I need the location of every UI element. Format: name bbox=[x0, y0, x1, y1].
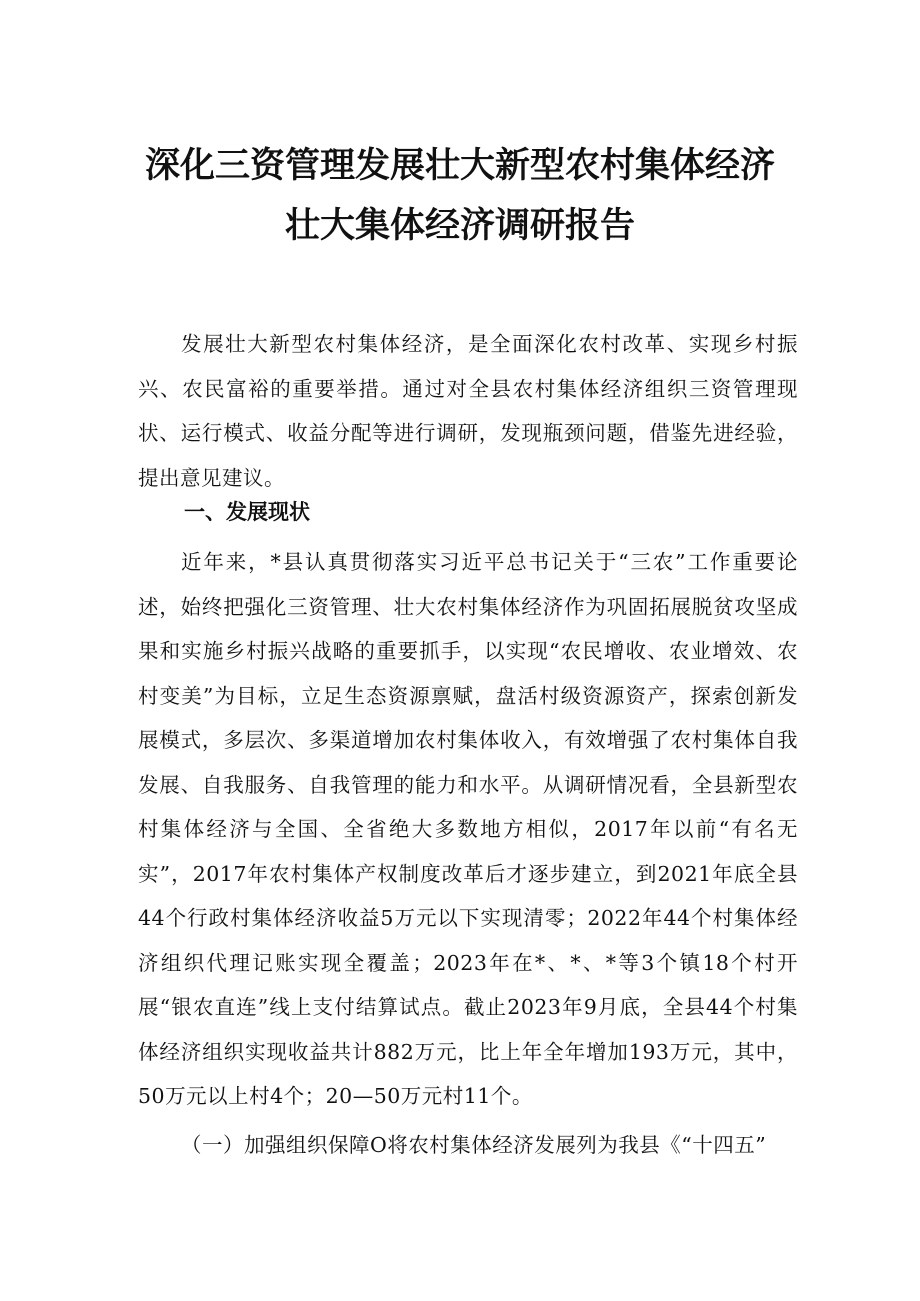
section-heading-development-status: 一、发展现状 bbox=[184, 500, 310, 524]
subsection-organization-guarantee: （一）加强组织保障O将农村集体经济发展列为我县《“十四五” bbox=[181, 1133, 767, 1157]
development-status-paragraph: 近年来，*县认真贯彻落实习近平总书记关于“三农”工作重要论述，始终把强化三资管理、壮大农村集体经济作为巩固拓展脱贫攻坚成果和实施乡村振兴战略的重要抓手，以实现“农民增收、农业增效、农村变美”为目标，立足生态资源禀赋，盘活村级资源资产，探索创新发展模式，多层次、多渠道增加农村集体收入，有效增强了农村集体自我发展、自我服务、自我管理的能力和水平。从调研情况看，全县新型农村集体经济与全国、全省绝大多数地方相似，2017年以前“有名无实”，2017年农村集体产权制度改革后才逐步建立，到2021年底全县44个行政村集体经济收益5万元以下实现清零；2022年44个村集体经济组织代理记账实现全覆盖；2023年在*、*、*等3个镇18个村开展“银农直连”线上支付结算试点。截止2023年9月底，全县44个村集体经济组织实现收益共计882万元，比上年全年增加193万元，其中，50万元以上村4个；20—50万元村11个。 bbox=[138, 550, 798, 1108]
document-title-line-1: 深化三资管理发展壮大新型农村集体经济 bbox=[144, 146, 775, 186]
intro-paragraph: 发展壮大新型农村集体经济，是全面深化农村改革、实现乡村振兴、农民富裕的重要举措。通过对全县农村集体经济组织三资管理现状、运行模式、收益分配等进行调研，发现瓶颈问题，借鉴先进经验，提出意见建议。 bbox=[138, 332, 798, 490]
document-title-line-2: 壮大集体经济调研报告 bbox=[284, 206, 635, 246]
